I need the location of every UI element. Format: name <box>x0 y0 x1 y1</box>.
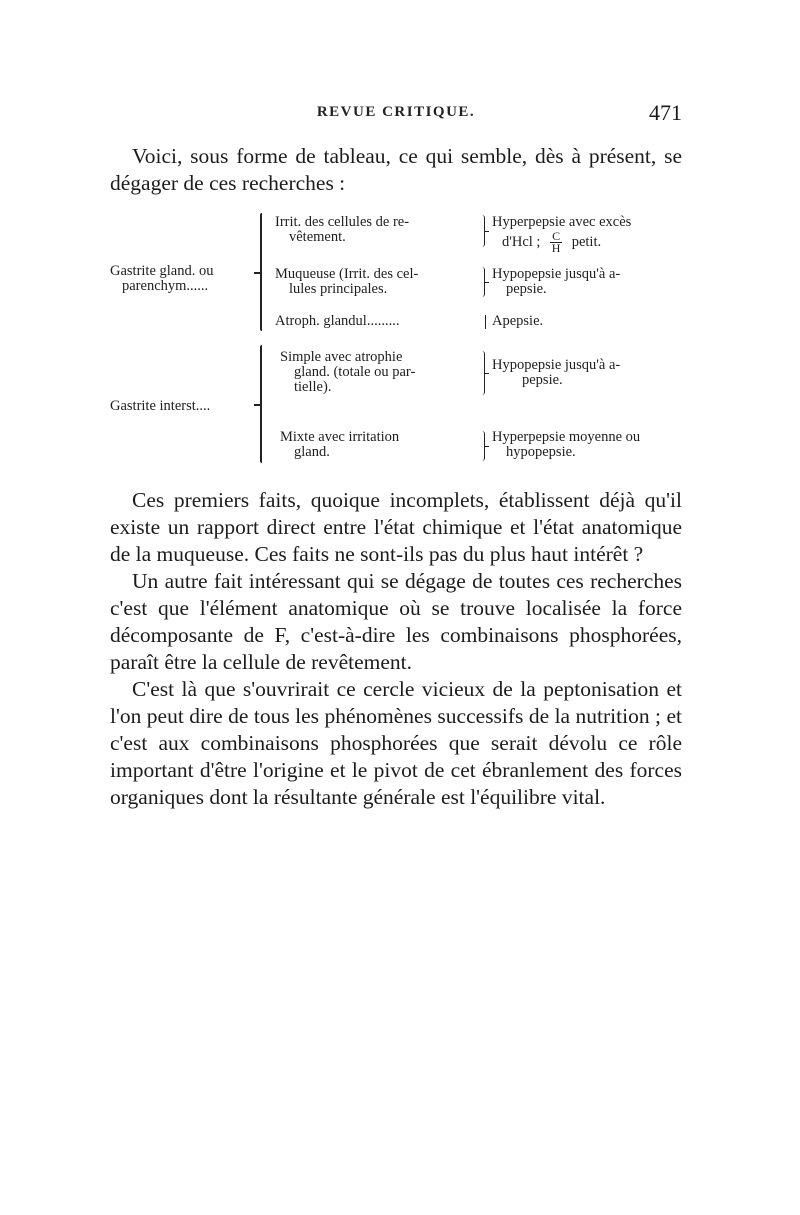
running-head <box>110 100 682 130</box>
body-text <box>110 487 682 811</box>
group1-row1-result-pre: d'Hcl ; <box>502 233 541 250</box>
group1-label-line2: parenchym...... <box>122 278 209 294</box>
group2-row2-state-line1: Mixte avec irritation <box>280 429 400 445</box>
group1-row1-result-line2 <box>492 231 690 254</box>
intro-paragraph <box>110 143 682 197</box>
group2-row1-state <box>280 350 480 395</box>
group2-row1-state-line3: tielle). <box>294 379 332 395</box>
group2-row1-result-line2: pepsie. <box>522 372 563 388</box>
group1-row2-state <box>275 267 483 297</box>
fraction-numerator: C <box>552 229 561 243</box>
group2-row2-result-line1: Hyperpepsie moyenne ou <box>492 429 641 445</box>
group1-row2-brace <box>478 267 485 297</box>
group1-row1-result <box>492 215 690 254</box>
group1-row1-brace <box>478 215 485 247</box>
group1-label <box>110 264 260 294</box>
body-paragraph-3: C'est là que s'ouvrirait ce cercle vicieux de la peptonisation et l'on peut dire de tous les phénomènes successifs de la nutrition ; et c'est aux combinaisons phosphorées que serait dévolu ce rôle important d'être l'origine et le pivot de cet ébranlement des forces organiques dont la résultante générale est l'équilibre vital. <box>110 677 682 809</box>
group1-row1-result-line1: Hyperpepsie avec excès <box>492 214 632 230</box>
group1-row2-state-line2: lules principales. <box>289 281 388 297</box>
group2-row2-result <box>492 430 690 460</box>
c-over-h-fraction <box>550 231 562 254</box>
group2-label <box>110 399 260 414</box>
group2-row2-brace <box>478 431 485 461</box>
group1-row3-state <box>275 314 483 329</box>
group1-row3-state-line1: Atroph. glandul......... <box>275 313 400 329</box>
group1-row1-result-post: petit. <box>571 233 602 250</box>
body-paragraph-2: Un autre fait intéressant qui se dégage de toutes ces recherches c'est que l'élément anatomique où se trouve localisée la force décomposante de F, c'est-à-dire les combinaisons phosphorées, paraît être la cellule de revêtement. <box>110 569 682 674</box>
group2-label-line1: Gastrite interst.... <box>110 398 211 414</box>
group1-row3-result-line1: Apepsie. <box>492 313 544 329</box>
group1-row2-result <box>492 267 690 297</box>
group2-row1-result-line1: Hypopepsie jusqu'à a- <box>492 357 621 373</box>
classification-table <box>110 211 690 471</box>
body-paragraph-1: Ces premiers faits, quoique incomplets, établissent déjà qu'il existe un rapport direct entre l'état chimique et l'état anatomique de la muqueuse. Ces faits ne sont-ils pas du plus haut intérêt ? <box>110 488 682 566</box>
group1-row1-state-line2: vêtement. <box>289 229 346 245</box>
group2-brace <box>260 345 272 463</box>
group2-row2-state-line2: gland. <box>294 444 330 460</box>
intro-text: Voici, sous forme de tableau, ce qui semble, dès à présent, se dégager de ces recherches : <box>110 144 682 195</box>
group1-row1-state-line1: Irrit. des cellules de re- <box>275 214 410 230</box>
group1-row2-result-line1: Hypopepsie jusqu'à a- <box>492 266 621 282</box>
group2-row2-result-line2: hypopepsie. <box>506 444 576 460</box>
running-title: REVUE CRITIQUE. <box>316 104 476 120</box>
group1-row3-bar <box>485 315 486 329</box>
group2-row2-state <box>280 430 480 460</box>
group1-row2-state-line1: Muqueuse (Irrit. des cel- <box>275 266 419 282</box>
page-number: 471 <box>649 100 682 125</box>
group2-row1-state-line1: Simple avec atrophie <box>280 349 403 365</box>
group1-row2-result-line2: pepsie. <box>506 281 547 297</box>
group1-label-line1: Gastrite gland. ou <box>110 263 214 279</box>
group1-brace <box>260 213 272 331</box>
group2-row1-result <box>492 358 690 388</box>
fraction-denominator: H <box>551 241 561 255</box>
group1-row3-result <box>492 314 690 329</box>
group2-row1-state-line2: gland. (totale ou par- <box>294 364 416 380</box>
group1-row1-state <box>275 215 483 245</box>
group2-row1-brace <box>478 351 485 395</box>
